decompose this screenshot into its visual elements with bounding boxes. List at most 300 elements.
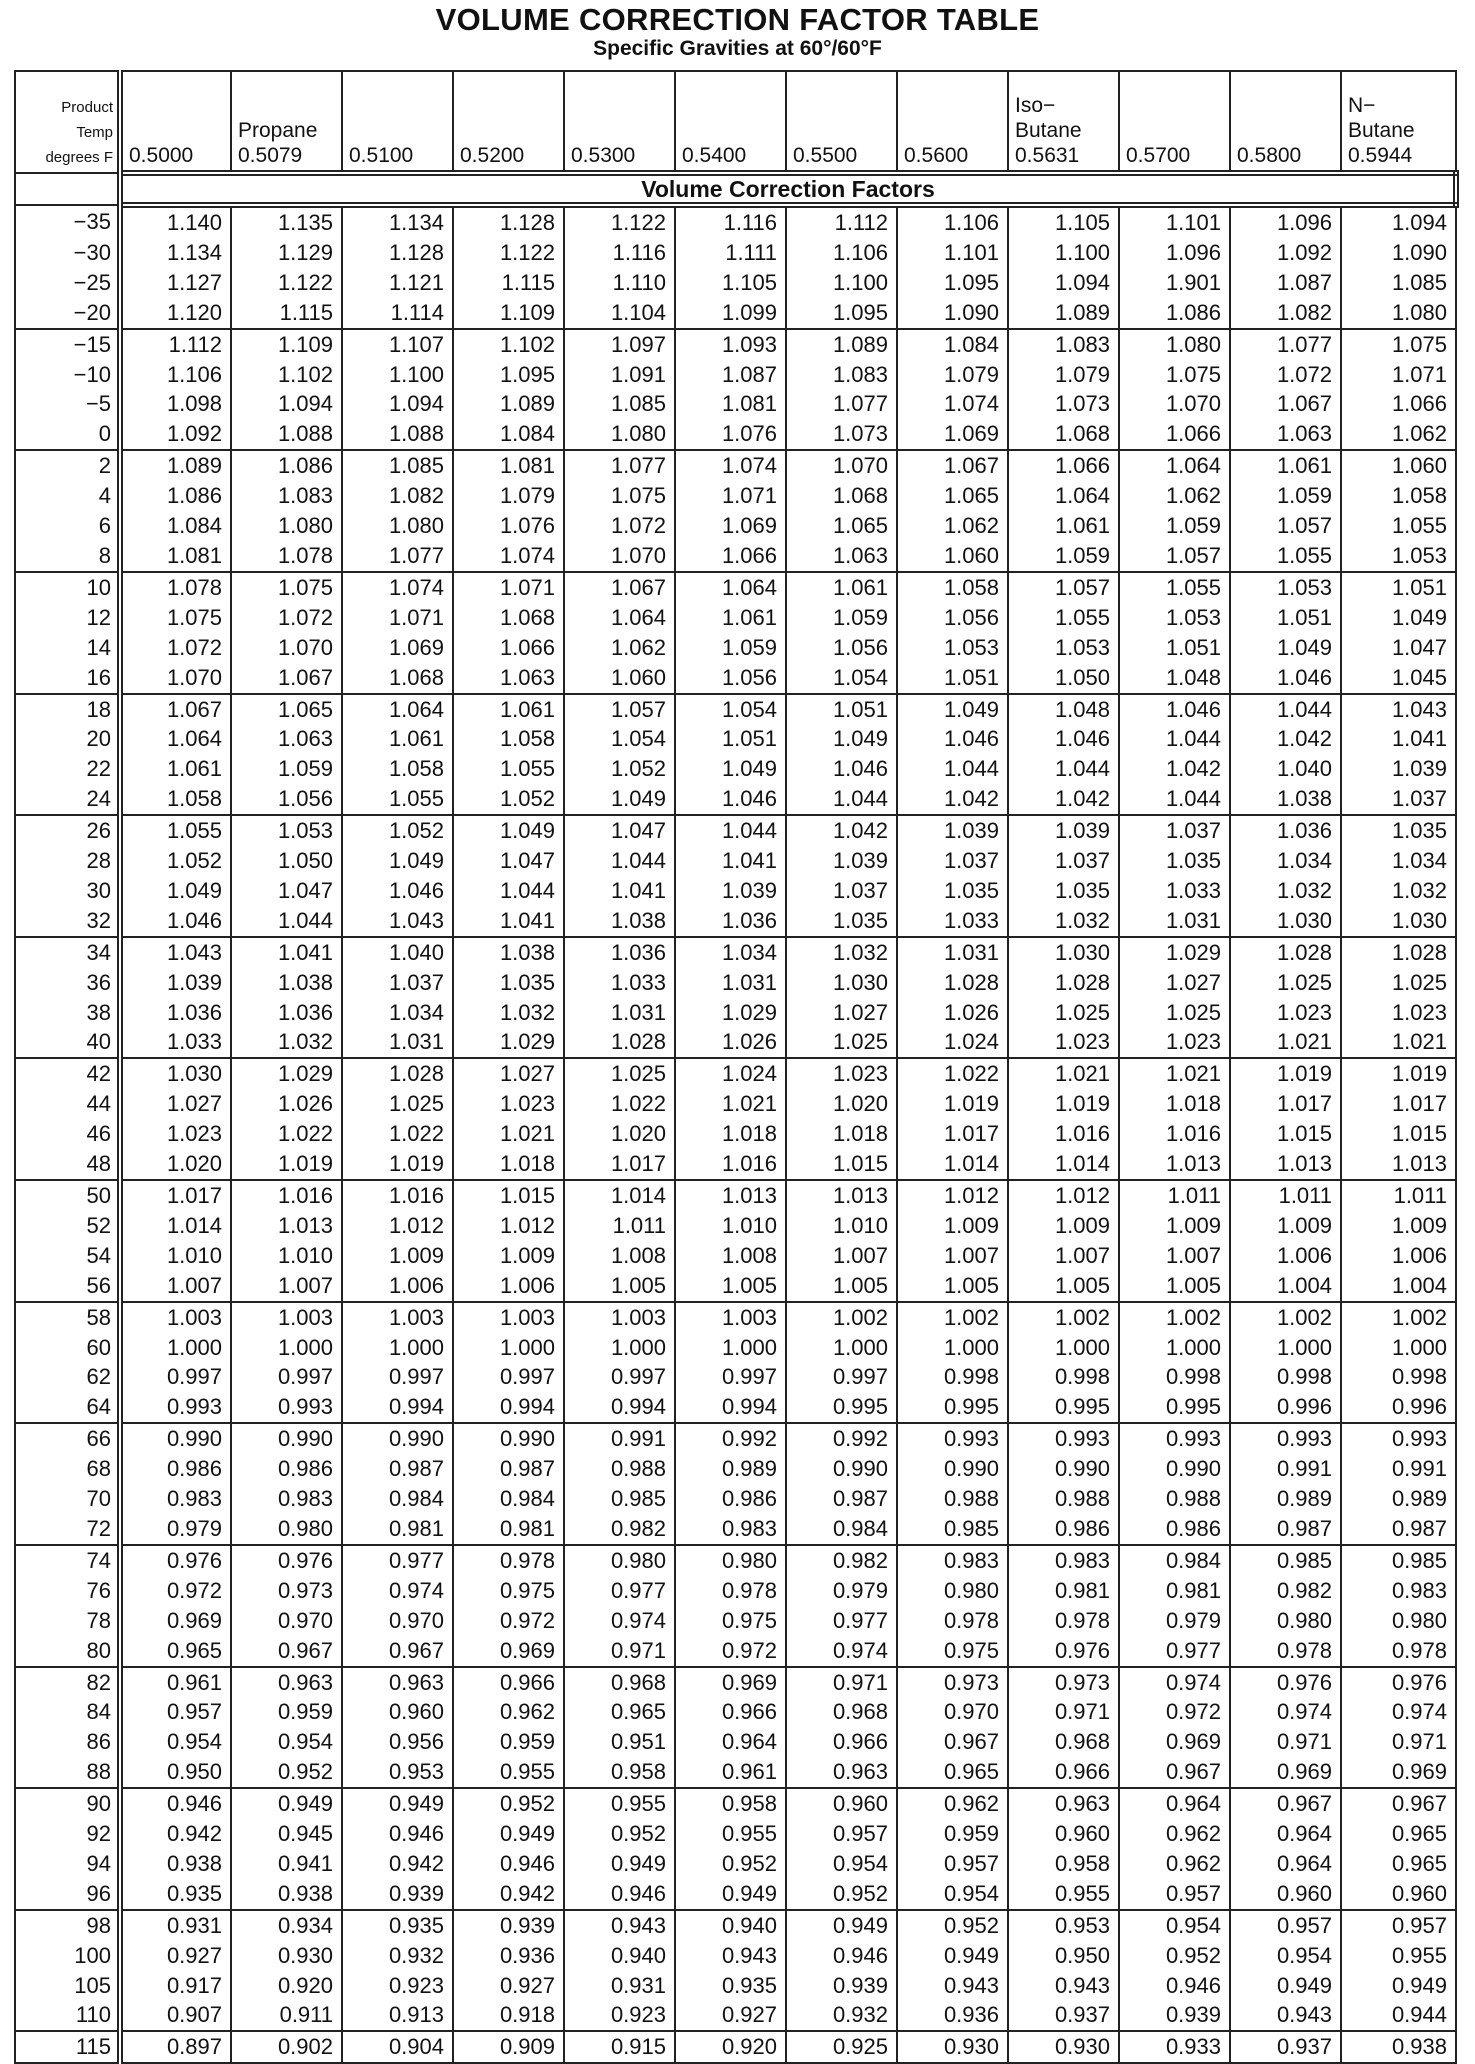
factor-cell: 1.036 <box>564 937 675 968</box>
factor-cell: 1.045 <box>1341 663 1456 694</box>
factor-cell: 1.066 <box>1119 419 1230 450</box>
table-row <box>15 1788 1456 1819</box>
factor-cell: 1.014 <box>120 1211 231 1241</box>
temperature-cell: 38 <box>15 998 120 1028</box>
specific-gravity-value: 0.5200 <box>460 144 525 167</box>
factor-cell: 1.025 <box>786 1027 897 1058</box>
factor-cell: 1.068 <box>453 603 564 633</box>
factor-cell: 0.939 <box>342 1879 453 1910</box>
factor-cell: 1.005 <box>786 1271 897 1302</box>
factor-cell: 1.007 <box>231 1271 342 1302</box>
factor-cell: 1.129 <box>231 238 342 268</box>
factor-cell: 0.996 <box>1341 1392 1456 1423</box>
factor-cell: 0.986 <box>675 1484 786 1514</box>
factor-cell: 0.961 <box>120 1667 231 1698</box>
factor-cell: 1.023 <box>453 1089 564 1119</box>
factor-cell: 0.984 <box>1119 1545 1230 1576</box>
factor-cell: 1.081 <box>453 450 564 481</box>
factor-cell: 1.012 <box>897 1180 1008 1211</box>
factor-cell: 0.992 <box>675 1423 786 1454</box>
factor-cell: 0.954 <box>897 1879 1008 1910</box>
factor-cell: 0.897 <box>120 2031 231 2063</box>
factor-cell: 1.025 <box>342 1089 453 1119</box>
factor-cell: 1.022 <box>897 1058 1008 1089</box>
factor-cell: 1.027 <box>120 1089 231 1119</box>
factor-cell: 1.053 <box>231 815 342 846</box>
factor-cell: 1.052 <box>564 754 675 784</box>
table-row <box>15 1392 1456 1423</box>
factor-cell: 1.107 <box>342 329 453 360</box>
factor-cell: 0.993 <box>897 1423 1008 1454</box>
factor-cell: 1.019 <box>231 1149 342 1180</box>
factor-cell: 0.965 <box>120 1636 231 1667</box>
factor-cell: 0.952 <box>1119 1941 1230 1971</box>
factor-cell: 0.973 <box>231 1576 342 1606</box>
factor-cell: 0.911 <box>231 2000 342 2031</box>
factor-cell: 1.041 <box>675 846 786 876</box>
factor-cell: 1.030 <box>1230 906 1341 937</box>
factor-cell: 1.047 <box>564 815 675 846</box>
factor-cell: 0.977 <box>786 1606 897 1636</box>
factor-cell: 1.051 <box>897 663 1008 694</box>
factor-cell: 0.987 <box>453 1454 564 1484</box>
factor-cell: 1.058 <box>1341 481 1456 511</box>
factor-cell: 0.990 <box>1119 1454 1230 1484</box>
factor-cell: 0.962 <box>1119 1819 1230 1849</box>
temperature-cell: 50 <box>15 1180 120 1211</box>
factor-cell: 1.036 <box>231 998 342 1028</box>
factor-cell: 1.067 <box>231 663 342 694</box>
factor-cell: 0.964 <box>1119 1788 1230 1819</box>
table-row <box>15 694 1456 725</box>
factor-cell: 0.927 <box>453 1971 564 2001</box>
temperature-cell: 88 <box>15 1757 120 1788</box>
factor-cell: 1.032 <box>1341 876 1456 906</box>
factor-cell: 1.127 <box>120 268 231 298</box>
factor-cell: 1.102 <box>231 360 342 390</box>
factor-cell: 1.028 <box>564 1027 675 1058</box>
factor-cell: 0.949 <box>1341 1971 1456 2001</box>
temp-header-line: Temp <box>76 124 113 141</box>
factor-cell: 1.012 <box>453 1211 564 1241</box>
header-spacer <box>793 118 896 143</box>
factor-cell: 0.936 <box>453 1941 564 1971</box>
factor-cell: 1.067 <box>120 694 231 725</box>
header-spacer <box>1237 118 1340 143</box>
factor-cell: 1.017 <box>564 1149 675 1180</box>
factor-cell: 0.932 <box>342 1941 453 1971</box>
factor-cell: 0.968 <box>1008 1727 1119 1757</box>
factor-cell: 0.980 <box>1341 1606 1456 1636</box>
factor-cell: 0.954 <box>231 1727 342 1757</box>
factor-cell: 0.996 <box>1230 1392 1341 1423</box>
factor-cell: 1.000 <box>342 1333 453 1363</box>
factor-cell: 1.051 <box>786 694 897 725</box>
factor-cell: 0.951 <box>564 1727 675 1757</box>
factor-cell: 0.992 <box>786 1423 897 1454</box>
factor-cell: 0.978 <box>897 1606 1008 1636</box>
temperature-cell: 56 <box>15 1271 120 1302</box>
factor-cell: 1.023 <box>120 1119 231 1149</box>
factor-cell: 1.046 <box>1230 663 1341 694</box>
table-row <box>15 1362 1456 1392</box>
factor-cell: 1.061 <box>1230 450 1341 481</box>
factor-cell: 0.981 <box>1119 1576 1230 1606</box>
factor-cell: 1.060 <box>564 663 675 694</box>
factor-cell: 0.961 <box>675 1757 786 1788</box>
specific-gravity-value: 0.5300 <box>571 144 636 167</box>
factor-cell: 0.975 <box>453 1576 564 1606</box>
factor-cell: 1.057 <box>1230 511 1341 541</box>
header-spacer <box>238 93 341 118</box>
factor-cell: 1.038 <box>231 968 342 998</box>
factor-cell: 0.942 <box>120 1819 231 1849</box>
table-row <box>15 1879 1456 1910</box>
temperature-cell: 26 <box>15 815 120 846</box>
factor-cell: 1.064 <box>564 603 675 633</box>
factor-cell: 0.978 <box>1341 1636 1456 1667</box>
factor-cell: 1.018 <box>453 1149 564 1180</box>
factor-cell: 0.991 <box>1341 1454 1456 1484</box>
factor-cell: 1.017 <box>120 1180 231 1211</box>
factor-cell: 1.039 <box>786 846 897 876</box>
header-spacer <box>1126 93 1229 118</box>
factor-cell: 1.021 <box>675 1089 786 1119</box>
table-row <box>15 572 1456 603</box>
page-subtitle: Specific Gravities at 60°/60°F <box>593 37 882 60</box>
factor-cell: 1.061 <box>1008 511 1119 541</box>
factor-cell: 1.040 <box>1230 754 1341 784</box>
table-row <box>15 754 1456 784</box>
factor-cell: 0.990 <box>1008 1454 1119 1484</box>
factor-cell: 1.063 <box>786 541 897 572</box>
factor-cell: 1.056 <box>231 784 342 815</box>
temperature-cell: 100 <box>15 1941 120 1971</box>
factor-cell: 1.066 <box>675 541 786 572</box>
factor-cell: 1.068 <box>1008 419 1119 450</box>
table-row <box>15 1941 1456 1971</box>
temperature-cell: 24 <box>15 784 120 815</box>
factor-cell: 1.042 <box>1119 754 1230 784</box>
factor-cell: 0.986 <box>231 1454 342 1484</box>
table-row <box>15 1697 1456 1727</box>
factor-cell: 1.006 <box>1341 1241 1456 1271</box>
factor-cell: 1.040 <box>342 937 453 968</box>
factor-cell: 0.966 <box>1008 1757 1119 1788</box>
factor-cell: 0.986 <box>1119 1514 1230 1545</box>
temperature-cell: 110 <box>15 2000 120 2031</box>
temperature-cell: 14 <box>15 633 120 663</box>
factor-cell: 0.962 <box>897 1788 1008 1819</box>
factor-cell: 0.935 <box>675 1971 786 2001</box>
factor-cell: 1.074 <box>453 541 564 572</box>
factor-cell: 1.094 <box>342 389 453 419</box>
factor-cell: 0.988 <box>564 1454 675 1484</box>
factor-cell: 1.051 <box>1230 603 1341 633</box>
product-name: Butane <box>1348 119 1415 142</box>
factor-cell: 1.030 <box>120 1058 231 1089</box>
factor-cell: 0.954 <box>786 1849 897 1879</box>
factor-cell: 0.957 <box>897 1849 1008 1879</box>
factor-cell: 0.932 <box>786 2000 897 2031</box>
factor-cell: 1.100 <box>1008 238 1119 268</box>
factor-cell: 1.062 <box>564 633 675 663</box>
factor-cell: 0.952 <box>897 1910 1008 1941</box>
temp-header-cell <box>15 71 120 173</box>
factor-cell: 1.085 <box>564 389 675 419</box>
temperature-cell: 66 <box>15 1423 120 1454</box>
factor-cell: 1.065 <box>231 694 342 725</box>
factor-cell: 0.993 <box>1008 1423 1119 1454</box>
factor-cell: 1.102 <box>453 329 564 360</box>
factor-cell: 1.039 <box>1341 754 1456 784</box>
factor-cell: 0.955 <box>1008 1879 1119 1910</box>
factor-cell: 1.009 <box>1230 1211 1341 1241</box>
factor-cell: 0.925 <box>786 2031 897 2063</box>
factor-cell: 1.007 <box>1008 1241 1119 1271</box>
factor-cell: 1.053 <box>1008 633 1119 663</box>
table-row <box>15 603 1456 633</box>
factor-cell: 0.983 <box>897 1545 1008 1576</box>
factor-cell: 0.978 <box>1008 1606 1119 1636</box>
factor-cell: 0.977 <box>342 1545 453 1576</box>
factor-cell: 1.053 <box>1119 603 1230 633</box>
factor-cell: 0.955 <box>453 1757 564 1788</box>
factor-cell: 1.009 <box>1341 1211 1456 1241</box>
factor-cell: 1.106 <box>786 238 897 268</box>
factor-cell: 0.978 <box>453 1545 564 1576</box>
factor-cell: 1.005 <box>1119 1271 1230 1302</box>
factor-cell: 0.974 <box>1341 1697 1456 1727</box>
factor-cell: 0.987 <box>1230 1514 1341 1545</box>
factor-cell: 1.116 <box>675 205 786 238</box>
factor-cell: 1.033 <box>120 1027 231 1058</box>
factor-cell: 1.024 <box>897 1027 1008 1058</box>
factor-cell: 0.980 <box>897 1576 1008 1606</box>
factor-cell: 1.094 <box>1008 268 1119 298</box>
factor-cell: 1.026 <box>897 998 1008 1028</box>
factor-cell: 1.089 <box>453 389 564 419</box>
gravity-column-header <box>1341 71 1456 173</box>
factor-cell: 1.038 <box>1230 784 1341 815</box>
factor-cell: 0.983 <box>1341 1576 1456 1606</box>
factor-cell: 0.990 <box>231 1423 342 1454</box>
factor-cell: 0.927 <box>675 2000 786 2031</box>
temperature-cell: 84 <box>15 1697 120 1727</box>
factor-cell: 1.011 <box>1119 1180 1230 1211</box>
specific-gravity-value: 0.5100 <box>349 144 414 167</box>
factor-cell: 0.966 <box>786 1727 897 1757</box>
factor-cell: 1.009 <box>1008 1211 1119 1241</box>
factor-cell: 1.017 <box>897 1119 1008 1149</box>
factor-cell: 0.957 <box>120 1697 231 1727</box>
factor-cell: 1.035 <box>1119 846 1230 876</box>
temperature-cell: 82 <box>15 1667 120 1698</box>
factor-cell: 0.984 <box>786 1514 897 1545</box>
factor-cell: 1.028 <box>897 968 1008 998</box>
factor-cell: 1.049 <box>897 694 1008 725</box>
factor-cell: 1.046 <box>897 724 1008 754</box>
factor-cell: 1.069 <box>342 633 453 663</box>
factor-cell: 1.080 <box>342 511 453 541</box>
factor-cell: 1.032 <box>231 1027 342 1058</box>
factor-cell: 1.033 <box>564 968 675 998</box>
factor-cell: 1.089 <box>120 450 231 481</box>
factor-cell: 1.039 <box>120 968 231 998</box>
factor-cell: 1.072 <box>231 603 342 633</box>
factor-cell: 1.013 <box>1341 1149 1456 1180</box>
factor-cell: 1.121 <box>342 268 453 298</box>
factor-cell: 1.072 <box>1230 360 1341 390</box>
factor-cell: 1.032 <box>786 937 897 968</box>
factor-cell: 0.971 <box>1341 1727 1456 1757</box>
factor-cell: 1.070 <box>120 663 231 694</box>
factor-cell: 0.993 <box>120 1392 231 1423</box>
factor-cell: 1.003 <box>453 1302 564 1333</box>
table-row <box>15 2031 1456 2063</box>
table-row <box>15 1271 1456 1302</box>
factor-cell: 1.041 <box>231 937 342 968</box>
factor-cell: 1.054 <box>564 724 675 754</box>
factor-cell: 0.954 <box>1230 1941 1341 1971</box>
factor-cell: 1.067 <box>897 450 1008 481</box>
factor-cell: 0.971 <box>1008 1697 1119 1727</box>
factor-cell: 0.960 <box>1341 1879 1456 1910</box>
factor-cell: 0.949 <box>1230 1971 1341 2001</box>
factor-cell: 1.095 <box>786 298 897 329</box>
factor-cell: 1.114 <box>342 298 453 329</box>
factor-cell: 1.043 <box>342 906 453 937</box>
factor-cell: 1.027 <box>453 1058 564 1089</box>
factor-cell: 0.989 <box>1341 1484 1456 1514</box>
temperature-cell: 22 <box>15 754 120 784</box>
factor-cell: 1.042 <box>1008 784 1119 815</box>
factor-cell: 1.055 <box>120 815 231 846</box>
factor-cell: 1.022 <box>342 1119 453 1149</box>
factor-cell: 1.066 <box>1008 450 1119 481</box>
factor-cell: 0.967 <box>897 1727 1008 1757</box>
factor-cell: 0.959 <box>231 1697 342 1727</box>
header-spacer <box>571 118 674 143</box>
factor-cell: 1.039 <box>675 876 786 906</box>
factor-cell: 0.946 <box>564 1879 675 1910</box>
table-row <box>15 238 1456 268</box>
factor-cell: 0.976 <box>120 1545 231 1576</box>
factor-cell: 1.065 <box>897 481 1008 511</box>
factor-cell: 1.075 <box>120 603 231 633</box>
factor-cell: 1.016 <box>342 1180 453 1211</box>
factor-cell: 1.028 <box>1341 937 1456 968</box>
temperature-cell: 68 <box>15 1454 120 1484</box>
factor-cell: 1.012 <box>342 1211 453 1241</box>
table-row <box>15 784 1456 815</box>
factor-cell: 0.949 <box>786 1910 897 1941</box>
factor-cell: 1.058 <box>342 754 453 784</box>
factor-cell: 1.046 <box>1119 694 1230 725</box>
temperature-cell: 96 <box>15 1879 120 1910</box>
gravity-column-header <box>897 71 1008 173</box>
factor-cell: 0.946 <box>342 1819 453 1849</box>
factor-cell: 1.120 <box>120 298 231 329</box>
factor-cell: 1.091 <box>564 360 675 390</box>
factor-cell: 1.069 <box>897 419 1008 450</box>
factor-cell: 0.983 <box>675 1514 786 1545</box>
factor-cell: 0.960 <box>1230 1879 1341 1910</box>
factor-cell: 1.063 <box>453 663 564 694</box>
factor-cell: 1.088 <box>342 419 453 450</box>
factor-cell: 0.970 <box>231 1606 342 1636</box>
factor-cell: 0.967 <box>231 1636 342 1667</box>
factor-cell: 0.957 <box>1119 1879 1230 1910</box>
factor-cell: 0.950 <box>120 1757 231 1788</box>
page-title: VOLUME CORRECTION FACTOR TABLE <box>435 2 1040 37</box>
factor-cell: 1.047 <box>453 846 564 876</box>
factor-cell: 1.110 <box>564 268 675 298</box>
factor-cell: 0.957 <box>786 1819 897 1849</box>
factor-cell: 1.014 <box>897 1149 1008 1180</box>
header-spacer <box>460 93 563 118</box>
factor-cell: 1.014 <box>564 1180 675 1211</box>
factor-cell: 0.965 <box>1341 1849 1456 1879</box>
factor-cell: 0.988 <box>1008 1484 1119 1514</box>
table-row <box>15 998 1456 1028</box>
factor-cell: 1.075 <box>1341 329 1456 360</box>
table-row <box>15 815 1456 846</box>
temperature-cell: 2 <box>15 450 120 481</box>
factor-cell: 1.115 <box>453 268 564 298</box>
factor-cell: 0.971 <box>786 1667 897 1698</box>
factor-cell: 1.053 <box>897 633 1008 663</box>
factor-cell: 0.985 <box>564 1484 675 1514</box>
factor-cell: 0.960 <box>342 1697 453 1727</box>
factor-cell: 1.003 <box>231 1302 342 1333</box>
factor-cell: 1.061 <box>675 603 786 633</box>
factor-cell: 1.061 <box>786 572 897 603</box>
factor-cell: 1.023 <box>1119 1027 1230 1058</box>
table-row <box>15 1241 1456 1271</box>
factor-cell: 1.049 <box>564 784 675 815</box>
factor-cell: 1.000 <box>786 1333 897 1363</box>
factor-cell: 1.055 <box>1341 511 1456 541</box>
temperature-cell: −35 <box>15 205 120 238</box>
temperature-cell: 8 <box>15 541 120 572</box>
gravity-column-header <box>342 71 453 173</box>
factor-cell: 1.002 <box>897 1302 1008 1333</box>
factor-cell: 1.070 <box>1119 389 1230 419</box>
gravity-column-header <box>231 71 342 173</box>
factor-cell: 1.078 <box>120 572 231 603</box>
temp-header-line: degrees F <box>45 149 113 166</box>
factor-cell: 0.987 <box>1341 1514 1456 1545</box>
specific-gravity-value: 0.5700 <box>1126 144 1191 167</box>
factor-cell: 1.007 <box>786 1241 897 1271</box>
factor-cell: 1.044 <box>453 876 564 906</box>
temperature-cell: 52 <box>15 1211 120 1241</box>
factor-cell: 1.095 <box>897 268 1008 298</box>
factor-cell: 1.101 <box>897 238 1008 268</box>
header-spacer <box>1126 118 1229 143</box>
factor-cell: 1.084 <box>897 329 1008 360</box>
gravity-column-header <box>1008 71 1119 173</box>
factor-cell: 1.055 <box>1230 541 1341 572</box>
factor-cell: 1.106 <box>120 360 231 390</box>
factor-cell: 1.067 <box>1230 389 1341 419</box>
factor-cell: 1.010 <box>231 1241 342 1271</box>
factor-cell: 0.967 <box>1341 1788 1456 1819</box>
factor-cell: 1.029 <box>231 1058 342 1089</box>
factor-cell: 0.981 <box>342 1514 453 1545</box>
specific-gravity-value: 0.5600 <box>904 144 969 167</box>
